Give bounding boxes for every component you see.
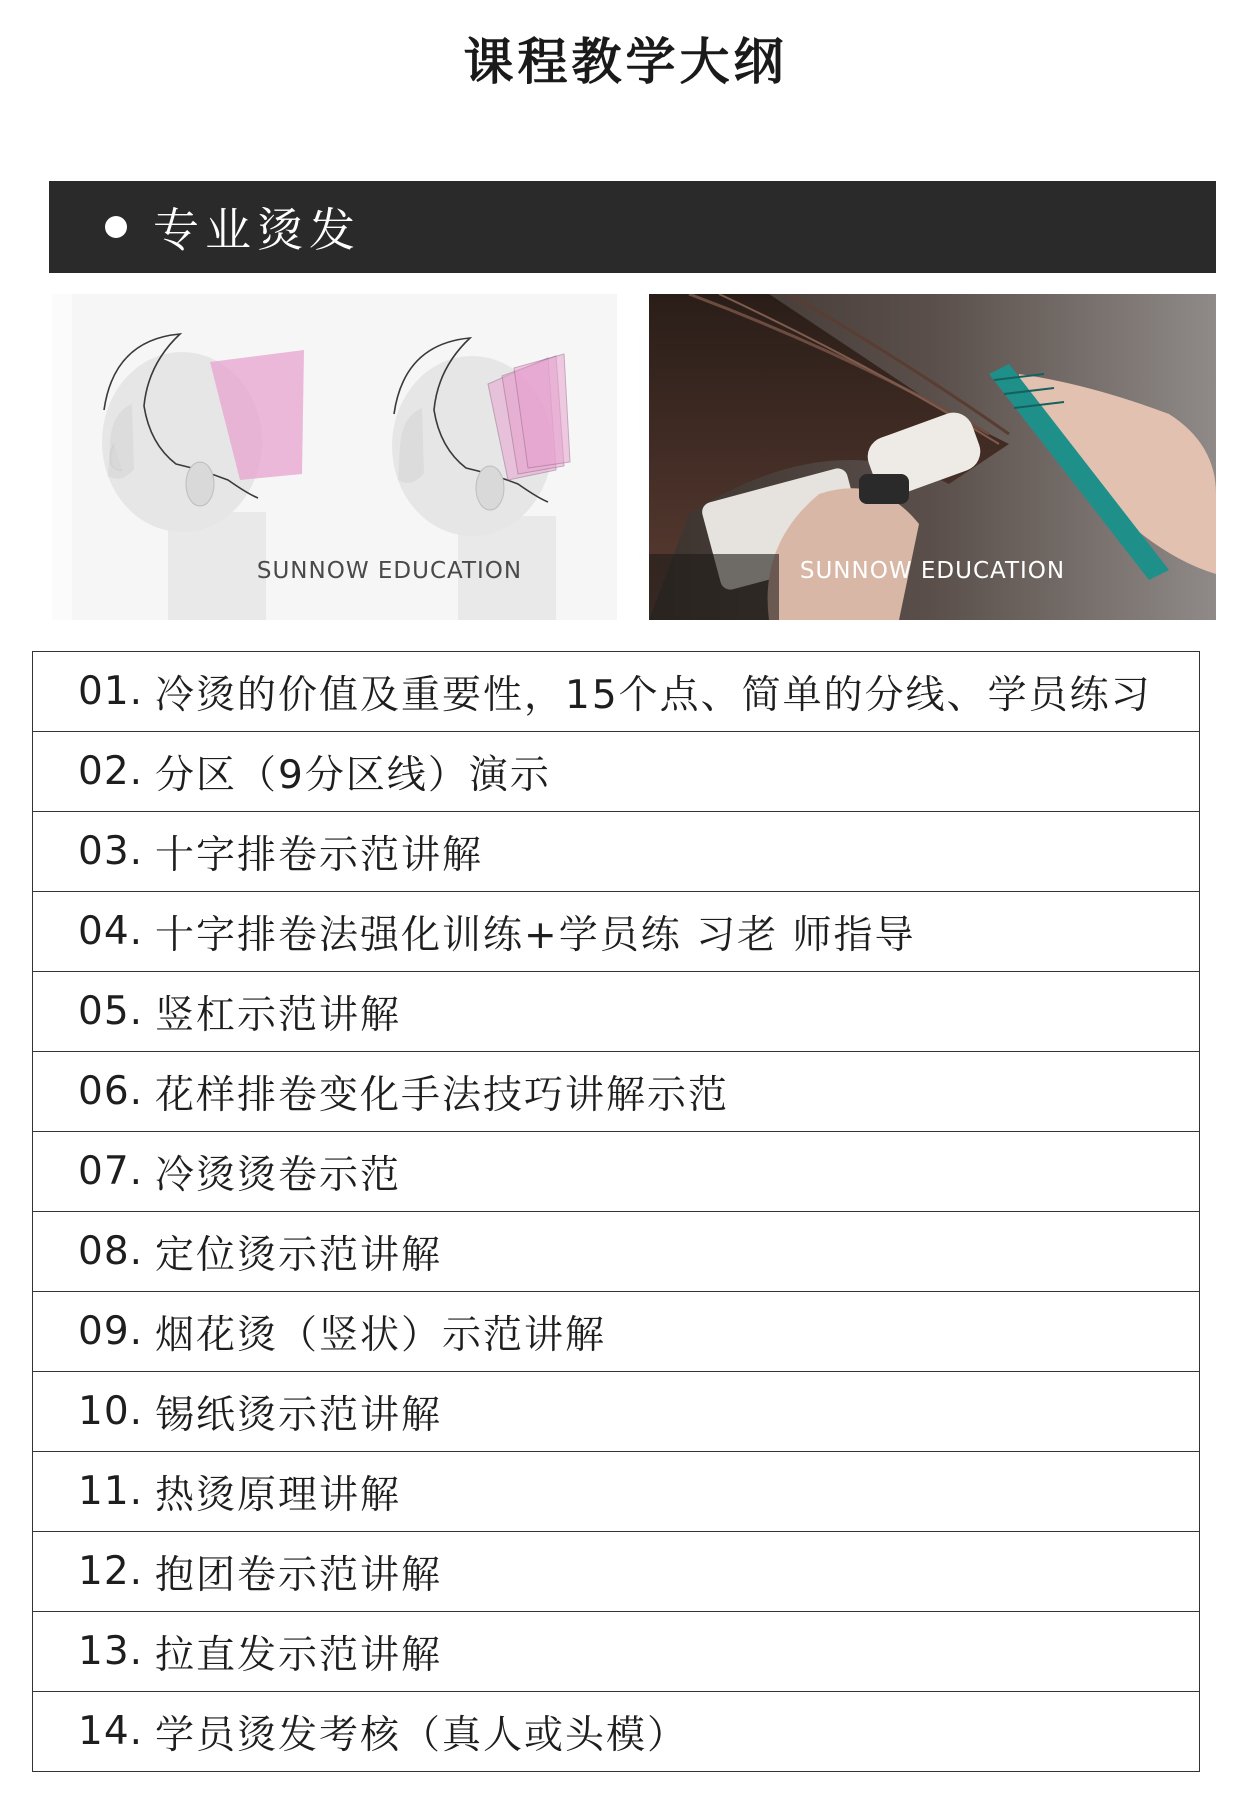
list-item (33, 1132, 1199, 1212)
list-item (33, 1612, 1199, 1692)
list-item (33, 1532, 1199, 1612)
list-item (33, 1452, 1199, 1532)
list-item (33, 972, 1199, 1052)
item-number: 04. (78, 909, 144, 954)
item-number: 09. (78, 1309, 144, 1354)
watermark-left: SUNNOW EDUCATION (256, 558, 523, 584)
item-text: 分区（9分区线）演示 (155, 752, 551, 798)
item-text: 十字排卷示范讲解 (155, 832, 484, 878)
item-text: 花样排卷变化手法技巧讲解示范 (155, 1072, 730, 1118)
perm-photo (649, 294, 1216, 620)
list-item (33, 1292, 1199, 1372)
list-item (33, 1692, 1199, 1772)
list-item (33, 652, 1199, 732)
list-item (33, 1212, 1199, 1292)
item-number: 08. (78, 1229, 144, 1274)
list-item (33, 892, 1199, 972)
item-text: 定位烫示范讲解 (155, 1232, 443, 1278)
item-text: 学员烫发考核（真人或头模） (155, 1712, 689, 1758)
item-number: 12. (78, 1549, 144, 1594)
item-number: 10. (78, 1389, 144, 1434)
item-number: 07. (78, 1149, 144, 1194)
item-text: 冷烫烫卷示范 (155, 1152, 402, 1198)
item-text: 锡纸烫示范讲解 (155, 1392, 443, 1438)
bullet-icon (105, 216, 127, 238)
item-number: 13. (78, 1629, 144, 1674)
page-title: 课程教学大纲 (463, 33, 788, 91)
section-header (49, 181, 1216, 273)
item-number: 05. (78, 989, 144, 1034)
item-number: 11. (78, 1469, 144, 1514)
list-item (33, 1372, 1199, 1452)
section-title: 专业烫发 (153, 203, 361, 257)
item-text: 烟花烫（竖状）示范讲解 (155, 1312, 607, 1358)
item-number: 06. (78, 1069, 144, 1114)
syllabus-list (32, 651, 1200, 1772)
list-item (33, 1052, 1199, 1132)
list-item (33, 732, 1199, 812)
item-number: 02. (78, 749, 144, 794)
item-number: 01. (78, 669, 144, 714)
item-number: 03. (78, 829, 144, 874)
item-text: 冷烫的价值及重要性，15个点、简单的分线、学员练习 (155, 672, 1152, 718)
item-text: 十字排卷法强化训练+学员练 习老 师指导 (155, 912, 916, 958)
watermark-right: SUNNOW EDUCATION (799, 558, 1066, 584)
item-number: 14. (78, 1709, 144, 1754)
item-text: 拉直发示范讲解 (155, 1632, 443, 1678)
item-text: 抱团卷示范讲解 (155, 1552, 443, 1598)
item-text: 竖杠示范讲解 (155, 992, 402, 1038)
mannequin-illustration (52, 294, 617, 620)
list-item (33, 812, 1199, 892)
item-text: 热烫原理讲解 (155, 1472, 402, 1518)
